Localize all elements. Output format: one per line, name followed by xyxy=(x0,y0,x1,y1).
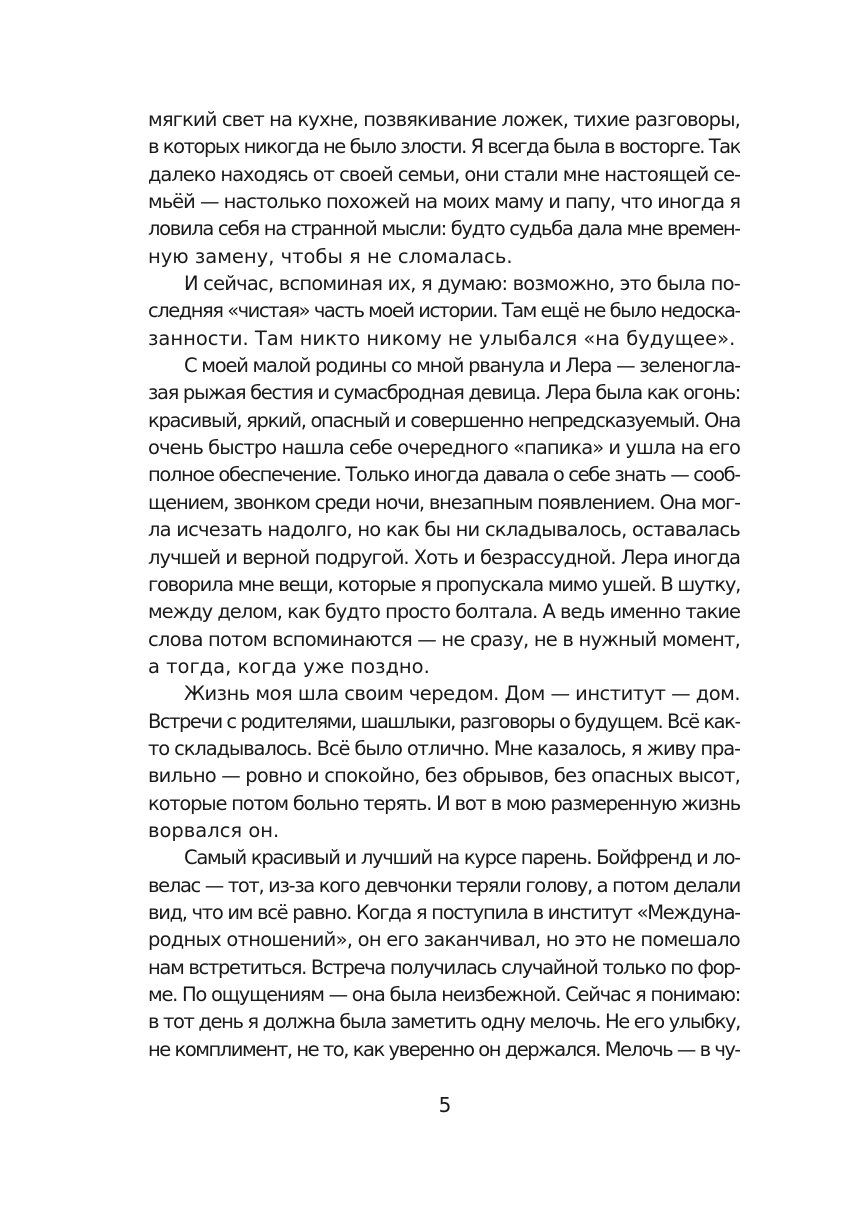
text-line: вид, что им всё равно. Когда я поступила в институт «Междуна- xyxy=(148,900,740,924)
text-line: Самый красивый и лучший на курсе парень. Бойфренд и ло- xyxy=(184,846,740,870)
text-line: очень быстро нашла себе очередного «папика» и ушла на его xyxy=(148,436,740,460)
text-line: ную замену, чтобы я не сломалась. xyxy=(148,244,513,268)
text-line: между делом, как будто просто болтала. А ведь именно такие xyxy=(148,600,740,624)
text-line: велас — тот, из-за кого девчонки теряли голову, а потом делали xyxy=(148,873,740,897)
text-line: Жизнь моя шла своим чередом. Дом — институт — дом. xyxy=(184,682,740,706)
page-number: 5 xyxy=(438,1093,452,1117)
text-line: а тогда, когда уже поздно. xyxy=(148,654,430,678)
text-line: мягкий свет на кухне, позвякивание ложек, тихие разговоры, xyxy=(148,108,740,131)
text-line: родных отношений», он его заканчивал, но это не помешало xyxy=(148,928,740,952)
body-text xyxy=(148,106,740,1063)
text-line: вильно — ровно и спокойно, без обрывов, без опасных высот, xyxy=(148,764,740,788)
text-line: С моей малой родины со мной рванула и Лера — зеленогла- xyxy=(184,354,740,378)
text-line: ловила себя на странной мысли: будто судьба дала мне времен- xyxy=(148,217,740,241)
text-line: в которых никогда не было злости. Я всегда была в восторге. Так xyxy=(148,135,740,159)
text-line: ме. По ощущениям — она была неизбежной. Сейчас я понимаю: xyxy=(148,983,740,1006)
text-line: следняя «чистая» часть моей истории. Там ещё не было недоска- xyxy=(148,299,740,323)
text-line: И сейчас, вспоминая их, я думаю: возможно, это была по- xyxy=(184,272,740,296)
text-line: полное обеспечение. Только иногда давала о себе знать — сооб- xyxy=(148,463,740,487)
text-line: зая рыжая бестия и сумасбродная девица. Лера была как огонь: xyxy=(148,381,740,405)
text-line: в тот день я должна была заметить одну мелочь. Не его улыбку, xyxy=(148,1010,740,1034)
text-line: не комплимент, не то, как уверенно он держался. Мелочь — в чу- xyxy=(148,1037,740,1061)
text-line: красивый, яркий, опасный и совершенно непредсказуемый. Она xyxy=(148,408,740,432)
text-line: далеко находясь от своей семьи, они стали мне настоящей се- xyxy=(148,162,740,186)
text-line: которые потом больно терять. И вот в мою размеренную жизнь xyxy=(148,791,740,815)
text-line: ворвался он. xyxy=(148,818,280,842)
text-line: лучшей и верной подругой. Хоть и безрассудной. Лера иногда xyxy=(148,545,740,569)
text-line: щением, звонком среди ночи, внезапным появлением. Она мог- xyxy=(148,490,740,514)
text-line: нам встретиться. Встреча получилась случайной только по фор- xyxy=(148,955,740,979)
text-line: ла исчезать надолго, но как бы ни складывалось, оставалась xyxy=(148,518,740,542)
text-line: говорила мне вещи, которые я пропускала мимо ушей. В шутку, xyxy=(148,572,740,596)
text-line: Встречи с родителями, шашлыки, разговоры о будущем. Всё как- xyxy=(148,709,740,733)
text-line: то складывалось. Всё было отлично. Мне казалось, я живу пра- xyxy=(148,736,740,760)
text-line: занности. Там никто никому не улыбался «на будущее». xyxy=(148,326,736,350)
text-line: слова потом вспоминаются — не сразу, не в нужный момент, xyxy=(148,627,740,651)
text-line: мьёй — настолько похожей на моих маму и папу, что иногда я xyxy=(148,190,740,214)
